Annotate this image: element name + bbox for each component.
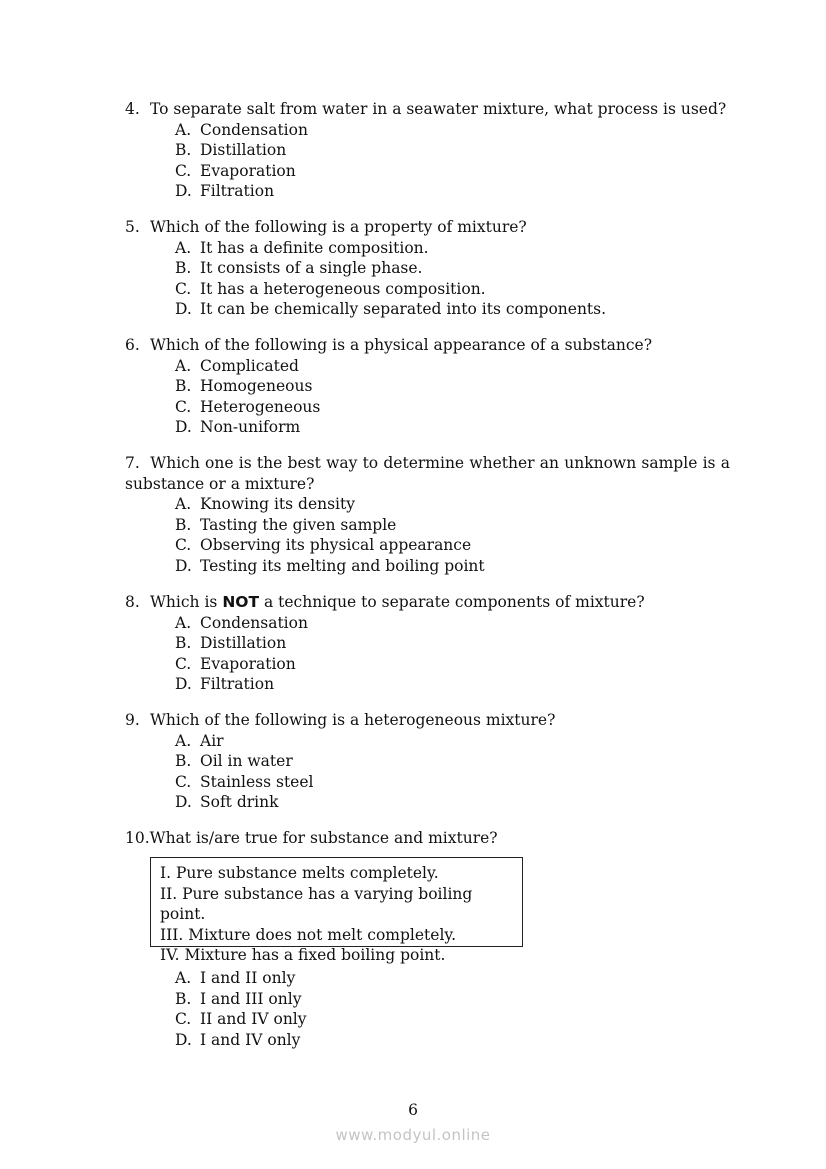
options-list xyxy=(125,613,730,695)
question-5 xyxy=(125,217,730,320)
options-list xyxy=(125,356,730,438)
statement-2: II. Pure substance has a varying boiling point. xyxy=(160,884,473,924)
option-a[interactable]: A. I and II only xyxy=(175,969,296,987)
question-7 xyxy=(125,453,730,577)
option-b[interactable]: B. Oil in water xyxy=(175,752,293,771)
options-list xyxy=(125,494,730,576)
emphasis-not: NOT xyxy=(222,593,260,611)
question-number: 9. xyxy=(125,711,140,729)
question-8 xyxy=(125,592,730,695)
question-text: Which is NOT a technique to separate components of mixture? xyxy=(150,593,645,611)
option-a[interactable]: A. Condensation xyxy=(175,120,308,139)
watermark: www.modyul.online xyxy=(335,1126,491,1144)
options-list xyxy=(125,238,730,320)
question-6 xyxy=(125,335,730,438)
option-c[interactable]: C. It has a heterogeneous composition. xyxy=(175,279,486,298)
option-a[interactable]: A. Air xyxy=(175,731,224,750)
question-text: To separate salt from water in a seawater mixture, what process is used? xyxy=(150,100,727,118)
option-b[interactable]: B. I and III only xyxy=(175,989,302,1008)
question-number: 7. xyxy=(125,454,140,472)
question-10 xyxy=(125,828,730,849)
option-c[interactable]: C. II and IV only xyxy=(175,1010,307,1029)
page-number: 6 xyxy=(408,1101,418,1119)
option-a[interactable]: A. Knowing its density xyxy=(175,495,355,514)
question-4 xyxy=(125,99,730,202)
option-b[interactable]: B. Tasting the given sample xyxy=(175,515,397,534)
question-text: 7. Which one is the best way to determine whether an unknown sample is a substance or a mixture? xyxy=(125,454,730,493)
option-a[interactable]: A. Condensation xyxy=(175,613,308,632)
option-d[interactable]: D. I and IV only xyxy=(175,1030,301,1049)
question-number: 4. xyxy=(125,100,140,118)
question-text: Which of the following is a physical appearance of a substance? xyxy=(150,336,653,354)
statement-4: IV. Mixture has a fixed boiling point. xyxy=(160,946,446,965)
options-list xyxy=(125,731,730,813)
statements-box xyxy=(150,857,523,965)
option-d[interactable]: D. Filtration xyxy=(175,182,275,201)
option-b[interactable]: B. Distillation xyxy=(175,141,287,160)
question-9 xyxy=(125,710,730,813)
option-c[interactable]: C. Evaporation xyxy=(175,654,296,673)
option-b[interactable]: B. Homogeneous xyxy=(175,377,313,396)
option-c[interactable]: C. Heterogeneous xyxy=(175,397,321,416)
question-number: 6. xyxy=(125,336,140,354)
options-list xyxy=(125,968,730,1050)
option-b[interactable]: B. It consists of a single phase. xyxy=(175,259,423,278)
question-text: 10.What is/are true for substance and mixture? xyxy=(125,829,498,847)
question-10-options xyxy=(125,968,730,1050)
question-number: 8. xyxy=(125,593,140,611)
option-c[interactable]: C. Observing its physical appearance xyxy=(175,536,472,555)
statement-1: I. Pure substance melts completely. xyxy=(160,864,439,882)
question-number: 10. xyxy=(125,829,150,847)
option-d[interactable]: D. Filtration xyxy=(175,675,275,694)
option-d[interactable]: D. Non-uniform xyxy=(175,418,301,437)
option-d[interactable]: D. It can be chemically separated into its components. xyxy=(175,300,607,319)
question-number: 5. xyxy=(125,218,140,236)
option-b[interactable]: B. Distillation xyxy=(175,634,287,653)
option-c[interactable]: C. Stainless steel xyxy=(175,772,314,791)
option-d[interactable]: D. Soft drink xyxy=(175,793,279,812)
question-text: Which of the following is a heterogeneous mixture? xyxy=(150,711,556,729)
option-c[interactable]: C. Evaporation xyxy=(175,161,296,180)
options-list xyxy=(125,120,730,202)
statement-3: III. Mixture does not melt completely. xyxy=(160,925,457,944)
option-a[interactable]: A. It has a definite composition. xyxy=(175,238,429,257)
question-text: Which of the following is a property of mixture? xyxy=(150,218,527,236)
option-d[interactable]: D. Testing its melting and boiling point xyxy=(175,556,485,575)
option-a[interactable]: A. Complicated xyxy=(175,356,299,375)
